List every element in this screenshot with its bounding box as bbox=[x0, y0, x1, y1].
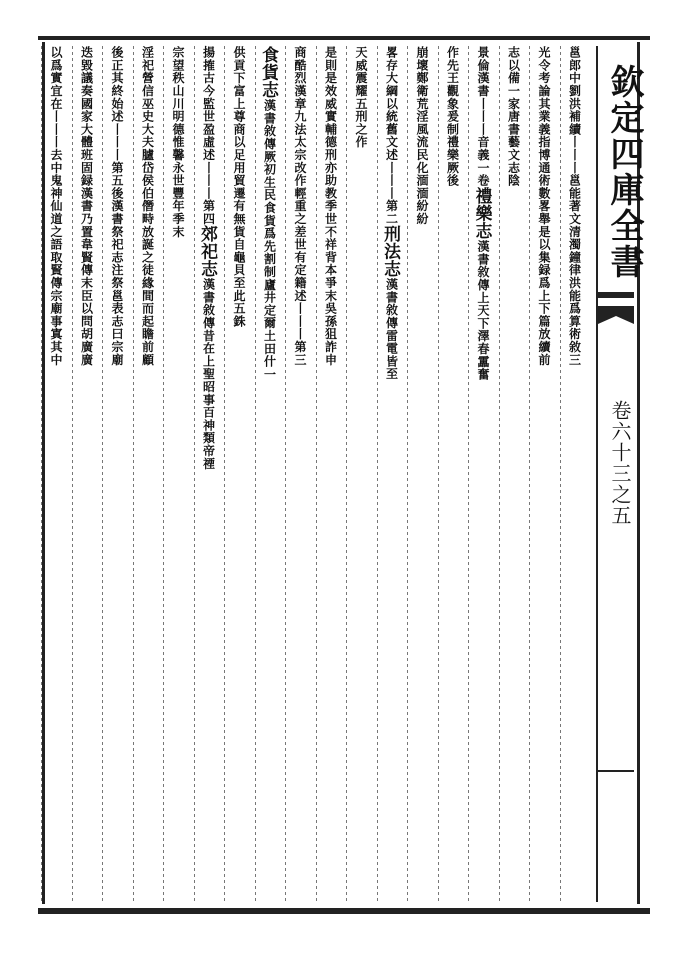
column-text: 邕郎中劉洪補續丨丨丨邕能著文清濁鐘律洪能爲算術敘三 bbox=[567, 46, 582, 366]
volume-number: 卷六十三之五 bbox=[608, 400, 632, 526]
column-text: 揚搉古今監世盈虛述丨丨丨第四 bbox=[201, 46, 216, 226]
column-text: 以爲實宜在丨丨丨去中鬼神仙道之語取賢傳宗廟事寘其中 bbox=[49, 46, 63, 366]
column-text: 淫祀營信巫史大夫臚岱侯伯僭畤放誕之徒緣間而起瞻前顧 bbox=[140, 46, 155, 366]
column-text: 漢書敘傳雷電皆至 bbox=[384, 277, 399, 381]
section-heading: 禮樂志 bbox=[473, 186, 493, 240]
column-text: 商酷烈漢章九法太宗改作輕重之差世有定籍述丨丨丨第三 bbox=[293, 46, 307, 366]
column-text: 畧存大綱以統舊文述丨丨丨第二 bbox=[384, 46, 399, 226]
section-heading: 郊祀志 bbox=[198, 225, 219, 278]
column-text: 後正其終始述丨丨丨第五後漢書祭祀志注祭邕表志曰宗廟 bbox=[110, 46, 124, 366]
section-heading: 刑法志 bbox=[381, 225, 402, 278]
column-text: 天威震耀五刑之作 bbox=[354, 46, 368, 149]
column-separator bbox=[41, 46, 42, 902]
column-text: 漢書敘傳厥初生民食貨爲先割制廬井定爾土田什一 bbox=[262, 98, 277, 381]
column-text: 供貢下富上尊商以足用貿遷有無貨自龜貝至此五銖 bbox=[232, 46, 246, 328]
column-text: 作先王觀象爰制禮樂厥後 bbox=[445, 46, 460, 187]
column-text: 宗望秩山川明德惟馨永世豐年季末 bbox=[171, 46, 185, 238]
column-text: 迭毀議奏國家大體班固録漢書乃置韋賢傳末臣以問胡廣廣 bbox=[79, 46, 94, 366]
column-text: 是則是效威實輔德刑亦助教季世不祥背本爭末吳孫狙詐申 bbox=[323, 46, 338, 366]
column-text: 漢書敘傳上天下澤春靁奮 bbox=[476, 239, 490, 381]
column-text: 景倫漢書丨丨丨音義一卷 bbox=[476, 46, 490, 187]
column-text: 漢書敘傳昔在上聖昭事百神類帝禋 bbox=[201, 277, 216, 470]
column-text: 崩壞鄭衛荒淫風流民化湎湎紛紛 bbox=[415, 46, 429, 226]
top-border-rule bbox=[38, 36, 650, 40]
bottom-border-rule bbox=[38, 908, 650, 914]
fish-tail-mark-icon bbox=[598, 292, 634, 348]
column-text: 光令考論其業義指博通術數畧舉是以集録爲上下篇放續前 bbox=[537, 46, 551, 366]
section-heading: 食貨志 bbox=[259, 46, 280, 99]
column-text: 志以備一家唐書藝文志陰 bbox=[506, 46, 521, 187]
margin-divider bbox=[598, 770, 634, 772]
book-title: 欽定四庫全書 bbox=[604, 64, 644, 280]
